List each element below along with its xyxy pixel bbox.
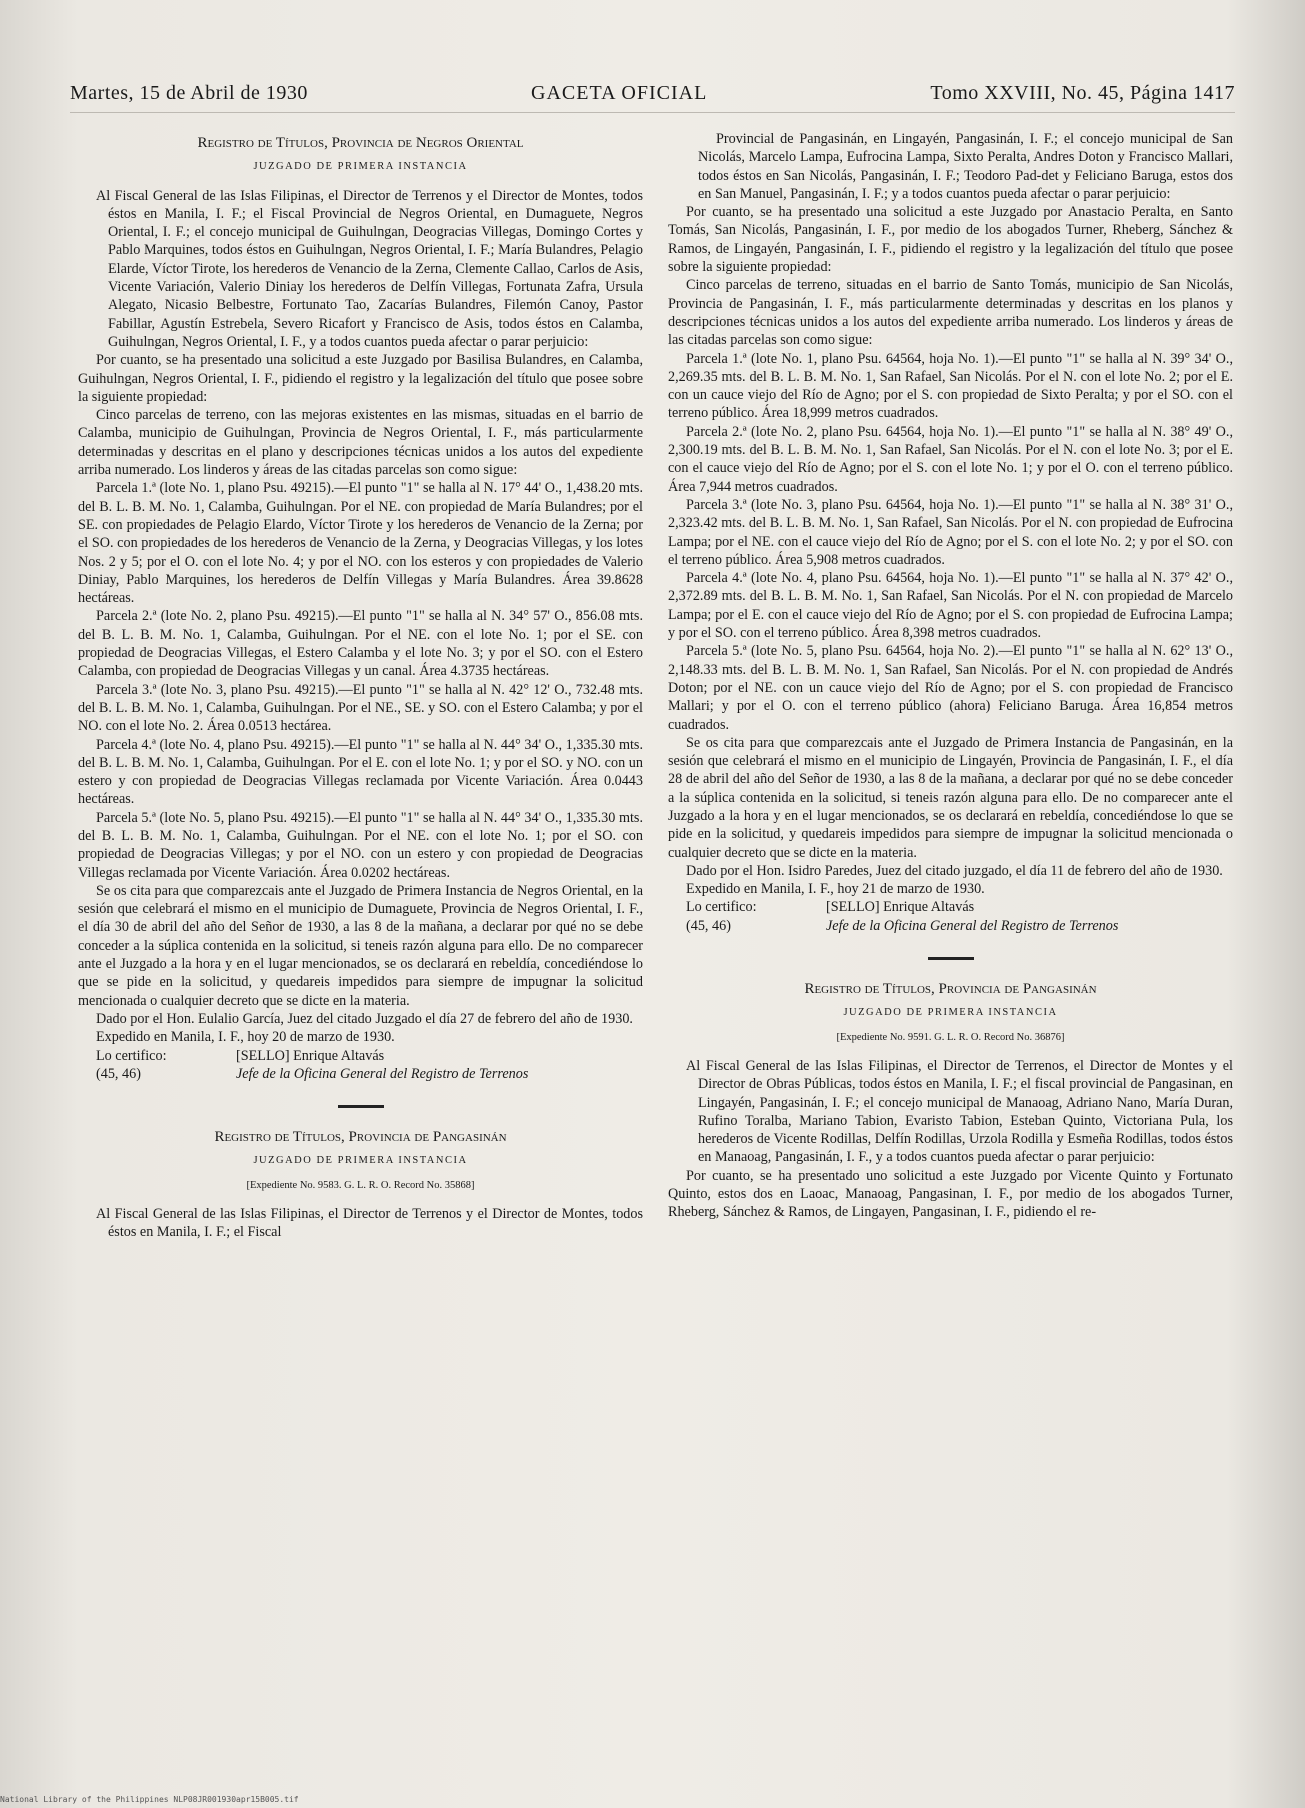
paragraph: Expedido en Manila, I. F., hoy 21 de marzo de 1930.: [686, 881, 985, 898]
paragraph: Parcela 1.ª (lote No. 1, plano Psu. 64564, hoja No. 1).—El punto "1" se halla al N. 39° 34' O., 2,269.35 mts. del B. L. B. M. No. 1, San Rafael, San Nicolás. Por el N. con el lote No. 2; por el E. con un cauce viejo del Río de Agno; por el S. con propiedad de Sixto Peralta; y por el SO. con el terreno público. Área 18,999 metros cuadrados.: [668, 350, 1233, 422]
notice-title: Registro de Títulos, Provincia de Negros Oriental: [197, 135, 524, 151]
paragraph: Parcela 5.ª (lote No. 5, plano Psu. 64564, hoja No. 2).—El punto "1" se halla al N. 62° 13' O., 2,148.33 mts. del B. L. B. M. No. 1, San Rafael, San Nicolás. Por el N. con propiedad de Andrés Doton; por el NE. con un cauce viejo del Río de Agno; por el S. con propiedad de Francisco Mallari; y por el O. con el terreno público (ahora) Feliciano Baruga. Área 16,854 metros cuadrados.: [668, 643, 1233, 733]
expediente-line: [Expediente No. 9583. G. L. R. O. Record No. 35868]: [246, 1179, 475, 1191]
paragraph: Expedido en Manila, I. F., hoy 20 de marzo de 1930.: [96, 1029, 395, 1046]
paragraph: Se os cita para que comparezcais ante el Juzgado de Primera Instancia de Negros Oriental, en la sesión que celebrará el mismo en el municipio de Dumaguete, Provincia de Negros Oriental, I. F., el día 30 de abril del año del Señor de 1930, a las 8 de la mañana, a declarar por qué no se debe conceder a la súplica contenida en la solicitud, si teneis razón alguna para ello. De no comparecer ante el Juzgado a la hora y en el lugar mencionados, se os declarará en rebeldía, concediéndose lo que se pide en la solicitud, y quedareis impedidos para siempre de impugnar la solicitud mencionada o cualquier decreto que se dicte en la materia.: [78, 882, 643, 1009]
reference-number: (45, 46): [96, 1065, 141, 1082]
paragraph: Parcela 4.ª (lote No. 4, plano Psu. 64564, hoja No. 1).—El punto "1" se halla al N. 37° 42' O., 2,372.89 mts. del B. L. B. M. No. 1, San Rafael, San Nicolás. Por el N. con propiedad de Marcelo Lampa; por el E. con el cauce viejo del Río de Agno; por el S. con propiedad de Eufrocina Lampa; y por el SO. con el terreno público. Área 8,398 metros cuadrados.: [668, 570, 1233, 642]
section-divider: [928, 957, 974, 960]
court-name: JUZGADO DE PRIMERA INSTANCIA: [843, 1007, 1058, 1019]
paragraph: Parcela 5.ª (lote No. 5, plano Psu. 49215).—El punto "1" se halla al N. 44° 34' O., 1,335.30 mts. del B. L. B. M. No. 1, Calamba, Guihulngan. Por el NE. con el lote No. 1; por el SO. con propiedad de Deogracias Villegas; y por el NO. con un estero y con propiedad de Deogracias Villegas reclamada por Vicente Variación. Área 0.0202 hectáreas.: [78, 809, 643, 881]
signature-title-line: [78, 1065, 643, 1083]
seal-signature: [SELLO] Enrique Altavás: [236, 1047, 385, 1064]
paragraph: Dado por el Hon. Isidro Paredes, Juez del citado juzgado, el día 11 de febrero del año de 1930.: [686, 862, 1223, 879]
paragraph: Se os cita para que comparezcais ante el Juzgado de Primera Instancia de Pangasinán, en la sesión que celebrará el mismo en el municipio de Lingayén, Provincia de Pangasinán, I. F., el día 28 de abril del año del Señor de 1930, a las 8 de la mañana, a declarar por qué no se debe conceder a la súplica contenida en la solicitud, si teneis razón alguna para ello. De no comparecer ante el Juzgado a la hora y en el lugar mencionados, se os declarará en rebeldía, concediéndose lo que se pide en la solicitud, y quedareis impedidos para siempre de impugnar la solicitud mencionada o cualquier decreto que se dicte en la materia.: [668, 734, 1233, 861]
left-column: [78, 130, 643, 1242]
paragraph: Parcela 4.ª (lote No. 4, plano Psu. 49215).—El punto "1" se halla al N. 44° 34' O., 1,335.30 mts. del B. L. B. M. No. 1, Calamba, Guihulngan. Por el E. con el lote No. 1; y por el SO. y NO. con un estero y con propiedad de Deogracias Villegas reclamada por Vicente Variación. Área 0.0443 hectáreas.: [78, 736, 643, 808]
paragraph: Por cuanto, se ha presentado una solicitud a este Juzgado por Anastacio Peralta, en Santo Tomás, San Nicolás, Pangasinán, I. F., por medio de los abogados Turner, Rheberg, Sánchez & Ramos, de Lingayén, Pangasinán, I. F., pidiendo el registro y la legalización del título que posee sobre la siguiente propiedad:: [668, 204, 1233, 276]
reference-number: (45, 46): [686, 917, 731, 934]
masthead: [70, 82, 1235, 113]
paragraph: Parcela 2.ª (lote No. 2, plano Psu. 49215).—El punto "1" se halla al N. 34° 57' O., 856.08 mts. del B. L. B. M. No. 1, Calamba, Guihulngan. Por el NE. con el lote No. 1; por el SE. con propiedad de Deogracias Villegas, el Estero Calamba y el lote No. 3; y por el SO. con el Estero Calamba, con propiedad de Deogracias Villegas y un canal. Área 4.3735 hectáreas.: [78, 608, 643, 680]
court-name: JUZGADO DE PRIMERA INSTANCIA: [253, 1155, 468, 1167]
seal-signature: [SELLO] Enrique Altavás: [826, 899, 975, 916]
paragraph: Parcela 2.ª (lote No. 2, plano Psu. 64564, hoja No. 1).—El punto "1" se halla al N. 38° 49' O., 2,300.19 mts. del B. L. B. M. No. 1, San Rafael, San Nicolás. Por el N. con el lote No. 3; por el E. con el cauce viejo del Río de Agno; por el S. con el lote No. 1; y por el O. con el terreno público. Área 7,944 metros cuadrados.: [668, 423, 1233, 495]
paragraph: Parcela 3.ª (lote No. 3, plano Psu. 49215).—El punto "1" se halla al N. 42° 12' O., 732.48 mts. del B. L. B. M. No. 1, Calamba, Guihulngan. Por el NE., SE. y SO. con el Estero Calamba; y por el NO. con el lote No. 2. Área 0.0513 hectárea.: [78, 681, 643, 735]
expediente-line: [Expediente No. 9591. G. L. R. O. Record No. 36876]: [836, 1031, 1065, 1043]
paragraph: Parcela 3.ª (lote No. 3, plano Psu. 64564, hoja No. 1).—El punto "1" se halla al N. 38° 31' O., 2,323.42 mts. del B. L. B. M. No. 1, San Rafael, San Nicolás. Por el N. con propiedad de Eufrocina Lampa; por el NE. con el cauce viejo del Río de Agno; por el S. con el lote No. 2; y por el SO. con el terreno público. Área 5,908 metros cuadrados.: [668, 496, 1233, 568]
signer-title: Jefe de la Oficina General del Registro de Terrenos: [236, 1065, 529, 1082]
masthead-date: Martes, 15 de Abril de 1930: [70, 82, 308, 104]
paragraph: Por cuanto, se ha presentado una solicitud a este Juzgado por Basilisa Bulandres, en Calamba, Guihulngan, Negros Oriental, I. F., pidiendo el registro y la legalización del título que posee sobre la siguiente propiedad:: [78, 352, 643, 405]
paragraph: Dado por el Hon. Eulalio García, Juez del citado Juzgado el día 27 de febrero del año de 1930.: [96, 1010, 633, 1027]
masthead-volume-page: Tomo XXVIII, No. 45, Página 1417: [930, 82, 1235, 104]
notice-address: Al Fiscal General de las Islas Filipinas, el Director de Terrenos, el Director de Montes y el Director de Obras Públicas, todos éstos en Manila, I. F.; el fiscal provincial de Pangasinan, en Lingayén, Pangasinán, I. F.; el concejo municipal de Manaoag, Adriano Nano, María Duran, Rufino Toralba, Mariano Tabion, Evaristo Tabion, Esteban Quinto, Victoriana Pula, los herederos de Vicente Rodillas, Delfín Rodillas, Urzola Rodilla y Esmeña Rodillas, todos éstos en Manaoag, Pangasinán, I. F., y a todos cuantos pueda afectar o parar perjuicio:: [686, 1057, 1233, 1166]
certifico-label: Lo certifico:: [96, 1047, 167, 1064]
scan-footer: National Library of the Philippines NLP08JR001930apr15B005.tif: [0, 1795, 299, 1804]
notice-title: Registro de Títulos, Provincia de Pangasinán: [214, 1129, 507, 1146]
certifico-label: Lo certifico:: [686, 899, 757, 916]
signature-line: [78, 1047, 643, 1065]
signature-line: [668, 898, 1233, 916]
notice-address: Al Fiscal General de las Islas Filipinas, el Director de Terrenos y el Director de Montes, todos éstos en Manila, I. F.; el Fiscal: [96, 1206, 643, 1241]
court-name: JUZGADO DE PRIMERA INSTANCIA: [253, 161, 468, 173]
paragraph: Cinco parcelas de terreno, situadas en el barrio de Santo Tomás, municipio de San Nicolás, Provincia de Pangasinán, I. F., más particularmente determinadas y descritas en los planos y descripciones técnicas unidos a los autos del expediente arriba numerado. Los linderos y áreas de las citadas parcelas son como sigue:: [668, 277, 1233, 349]
address-continuation: Provincial de Pangasinán, en Lingayén, Pangasinán, I. F.; el concejo municipal de San Nicolás, Marcelo Lampa, Eufrocina Lampa, Sixto Peralta, Andres Doton y Francisco Mallari, todos éstos en San Nicolás, Pangasinán, I. F.; Teodoro Pad-det y Feliciano Baruga, estos dos en San Manuel, Pangasinán, I. F.; y a todos cuantos pueda afectar o parar perjuicio:: [698, 131, 1233, 202]
paragraph: Parcela 1.ª (lote No. 1, plano Psu. 49215).—El punto "1" se halla al N. 17° 44' O., 1,438.20 mts. del B. L. B. M. No. 1, Calamba, Guihulngan. Por el NE. con propiedad de María Bulandres; por el SE. con propiedades de Pelagio Elardo, Víctor Tirote y los herederos de Venancio de la Zerna; por el SO. con propiedades de los herederos de Venancio de la Zerna, y Deogracias Villegas, y los lotes Nos. 2 y 5; por el O. con el lote No. 4; y por el NO. con los esteros y con propiedades de Valerio Diniay, Pablo Marquines, los herederos de Delfín Villegas y María Bulandres. Área 39.8628 hectáreas.: [78, 480, 643, 607]
signer-title: Jefe de la Oficina General del Registro de Terrenos: [826, 917, 1119, 934]
notice-title: Registro de Títulos, Provincia de Pangasinán: [804, 981, 1097, 998]
right-column: [668, 130, 1233, 1222]
signature-title-line: [668, 917, 1233, 935]
section-divider: [338, 1105, 384, 1108]
paragraph: Por cuanto, se ha presentado uno solicitud a este Juzgado por Vicente Quinto y Fortunato Quinto, estos dos en Laoac, Manaoag, Pangasinan, I. F., por medio de los abogados Turner, Rheberg, Sánchez & Ramos, de Lingayen, Pangasinan, I. F., pidiendo el re-: [668, 1167, 1233, 1221]
notice-address: Al Fiscal General de las Islas Filipinas, el Director de Terrenos y el Director de Montes, todos éstos en Manila, I. F.; el Fiscal Provincial de Negros Oriental, en Dumaguete, Negros Oriental, I. F.; el concejo municipal de Guihulngan, Deogracias Villegas, Domingo Cortes y Pablo Marquines, todos éstos en Guihulngan, Negros Oriental, I. F.; María Bulandres, Pelagio Elarde, Víctor Tirote, los herederos de Venancio de la Zerna, Clemente Callao, Carlos de Asis, Vicente Variación, Valerio Diniay los herederos de Delfín Villegas, Fortunata Zafra, Ursula Alegato, Nicasio Belbestre, Fortunato Tao, Zacarías Bulandres, Filemón Canoy, Pastor Fabillar, Agustín Estrebela, Severo Ricafort y Francisco de Asis, todos éstos en Calamba, Guihulngan, Negros Oriental, I. F., y a todos cuantos pueda afectar o parar perjuicio:: [96, 187, 643, 350]
paragraph: Cinco parcelas de terreno, con las mejoras existentes en las mismas, situadas en el barrio de Calamba, municipio de Guihulngan, Provincia de Negros Oriental, I. F., más particularmente determinadas y descritas en el plano y descripciones técnicas unidos a los autos del expediente arriba numerado. Los linderos y áreas de las citadas parcelas son como sigue:: [78, 407, 643, 479]
masthead-title: GACETA OFICIAL: [531, 82, 708, 104]
